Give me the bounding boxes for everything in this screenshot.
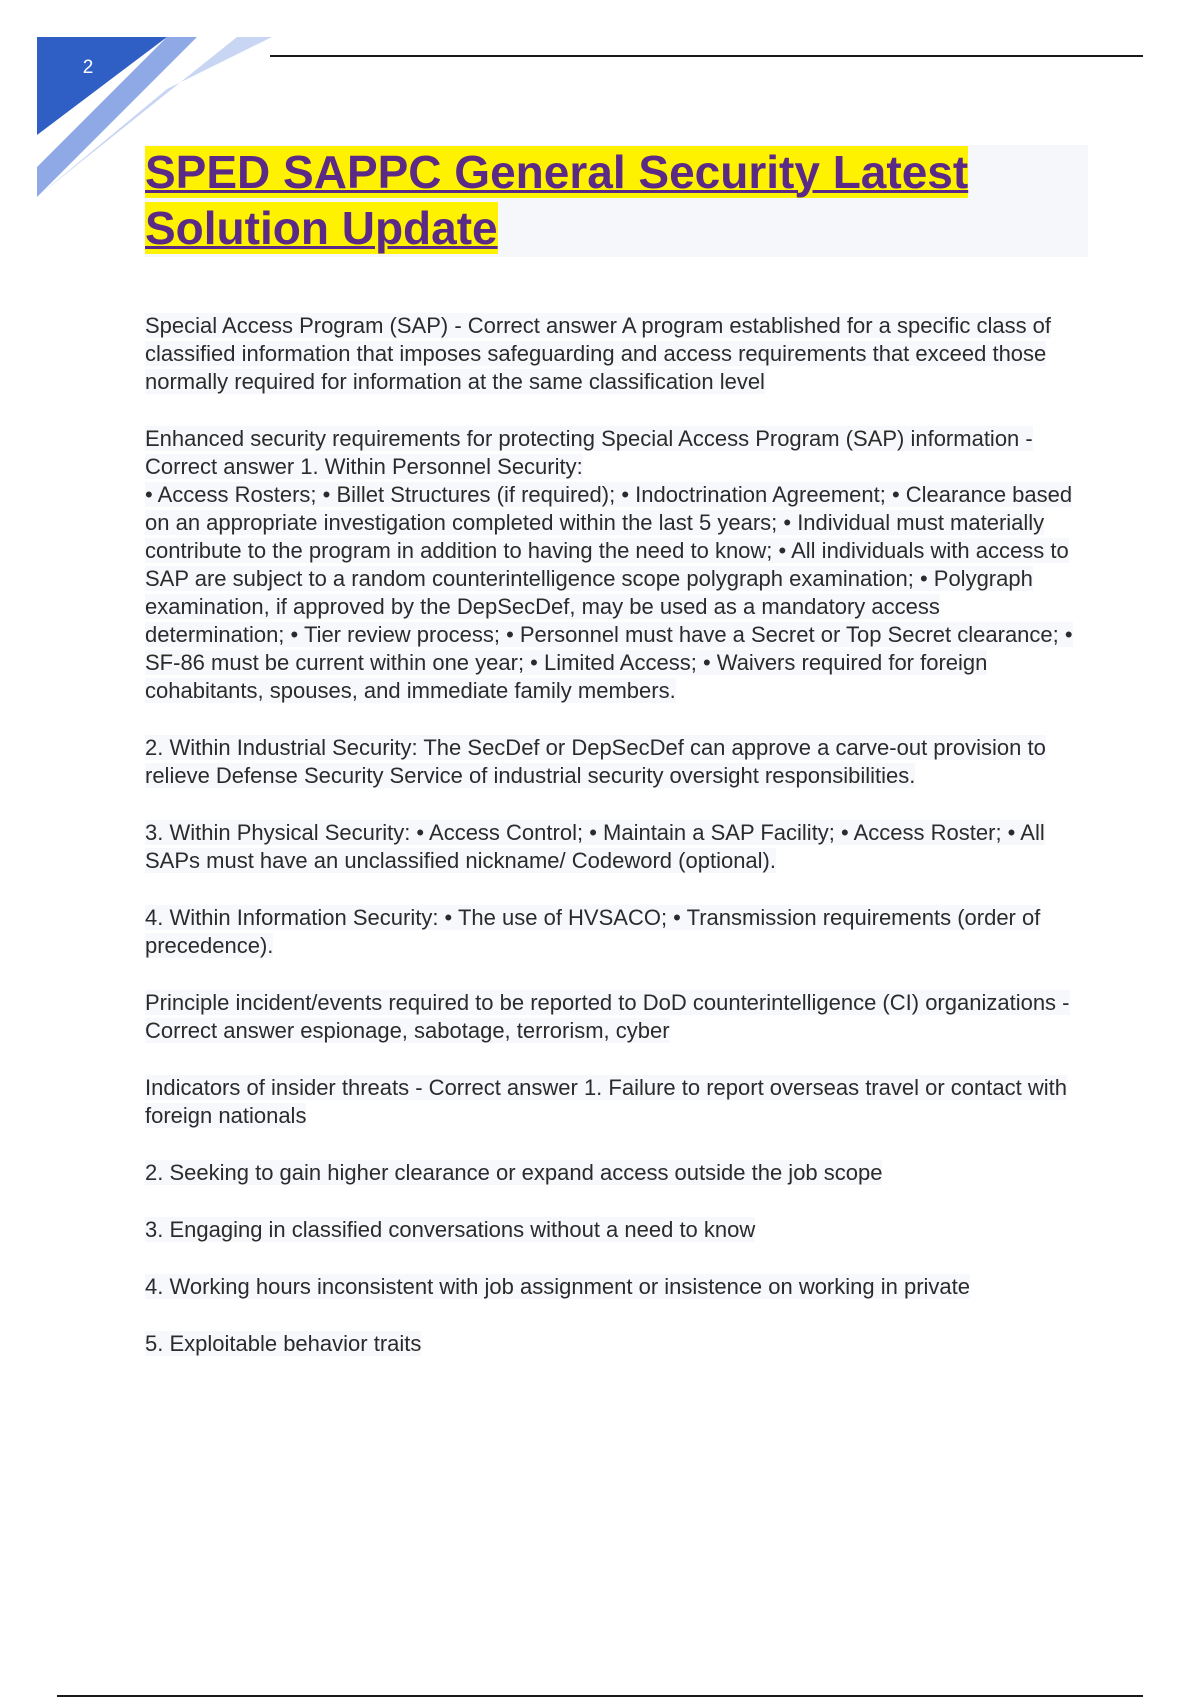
paragraph-text: Special Access Program (SAP) - Correct answer A program established for a specific class of classified information that imposes safeguarding and access requirements that exceed those normally required for information at the same classification level xyxy=(145,313,1052,394)
paragraph xyxy=(145,1159,1085,1187)
paragraph xyxy=(145,425,1085,705)
paragraph xyxy=(145,819,1085,875)
paragraph xyxy=(145,1074,1085,1130)
paragraph-text: 3. Engaging in classified conversations without a need to know xyxy=(145,1217,756,1242)
paragraph-text: 2. Seeking to gain higher clearance or expand access outside the job scope xyxy=(145,1160,883,1185)
document-title xyxy=(145,144,1075,256)
paragraph xyxy=(145,1216,1085,1244)
paragraph xyxy=(145,734,1085,790)
paragraph-text: 2. Within Industrial Security: The SecDef or DepSecDef can approve a carve-out provision to relieve Defense Security Service of industrial security oversight responsibilities. xyxy=(145,735,1046,788)
paragraph-text: Principle incident/events required to be reported to DoD counterintelligence (CI) organizations - Correct answer espionage, sabotage, terrorism, cyber xyxy=(145,990,1070,1043)
paragraph-text: 5. Exploitable behavior traits xyxy=(145,1331,422,1356)
footer-rule xyxy=(57,1695,1143,1697)
document-body xyxy=(145,312,1085,1387)
title-line-2: Solution Update xyxy=(145,202,498,254)
paragraph xyxy=(145,1273,1085,1301)
title-line-1: SPED SAPPC General Security Latest xyxy=(145,146,969,198)
paragraph-text: 4. Working hours inconsistent with job assignment or insistence on working in private xyxy=(145,1274,970,1299)
paragraph xyxy=(145,904,1085,960)
paragraph xyxy=(145,312,1085,396)
page-number: 2 xyxy=(82,57,94,78)
paragraph-text: Indicators of insider threats - Correct answer 1. Failure to report overseas travel or contact with foreign nationals xyxy=(145,1075,1067,1128)
paragraph xyxy=(145,1330,1085,1358)
paragraph xyxy=(145,989,1085,1045)
paragraph-text: 3. Within Physical Security: • Access Control; • Maintain a SAP Facility; • Access Roster; • All SAPs must have an unclassified nickname/ Codeword (optional). xyxy=(145,820,1045,873)
header-rule xyxy=(270,55,1143,57)
paragraph-text: 4. Within Information Security: • The use of HVSACO; • Transmission requirements (order of precedence). xyxy=(145,905,1041,958)
paragraph-text: Enhanced security requirements for protecting Special Access Program (SAP) information - Correct answer 1. Within Personnel Security: • Access Rosters; • Billet Structures (if required); • Indoctrination Agreement; • Clearance based on an appropriate investigation completed within the last 5 years; • Individual must materially contribute to the program in addition to having the need to know; • All individuals with access to SAP are subject to a random counterintelligence scope polygraph examination; • Polygraph examination, if approved by the DepSecDef, may be used as a mandatory access determination; • Tier review process; • Personnel must have a Secret or Top Secret clearance; • SF-86 must be current within one year; • Limited Access; • Waivers required for foreign cohabitants, spouses, and immediate family members. xyxy=(145,426,1073,703)
